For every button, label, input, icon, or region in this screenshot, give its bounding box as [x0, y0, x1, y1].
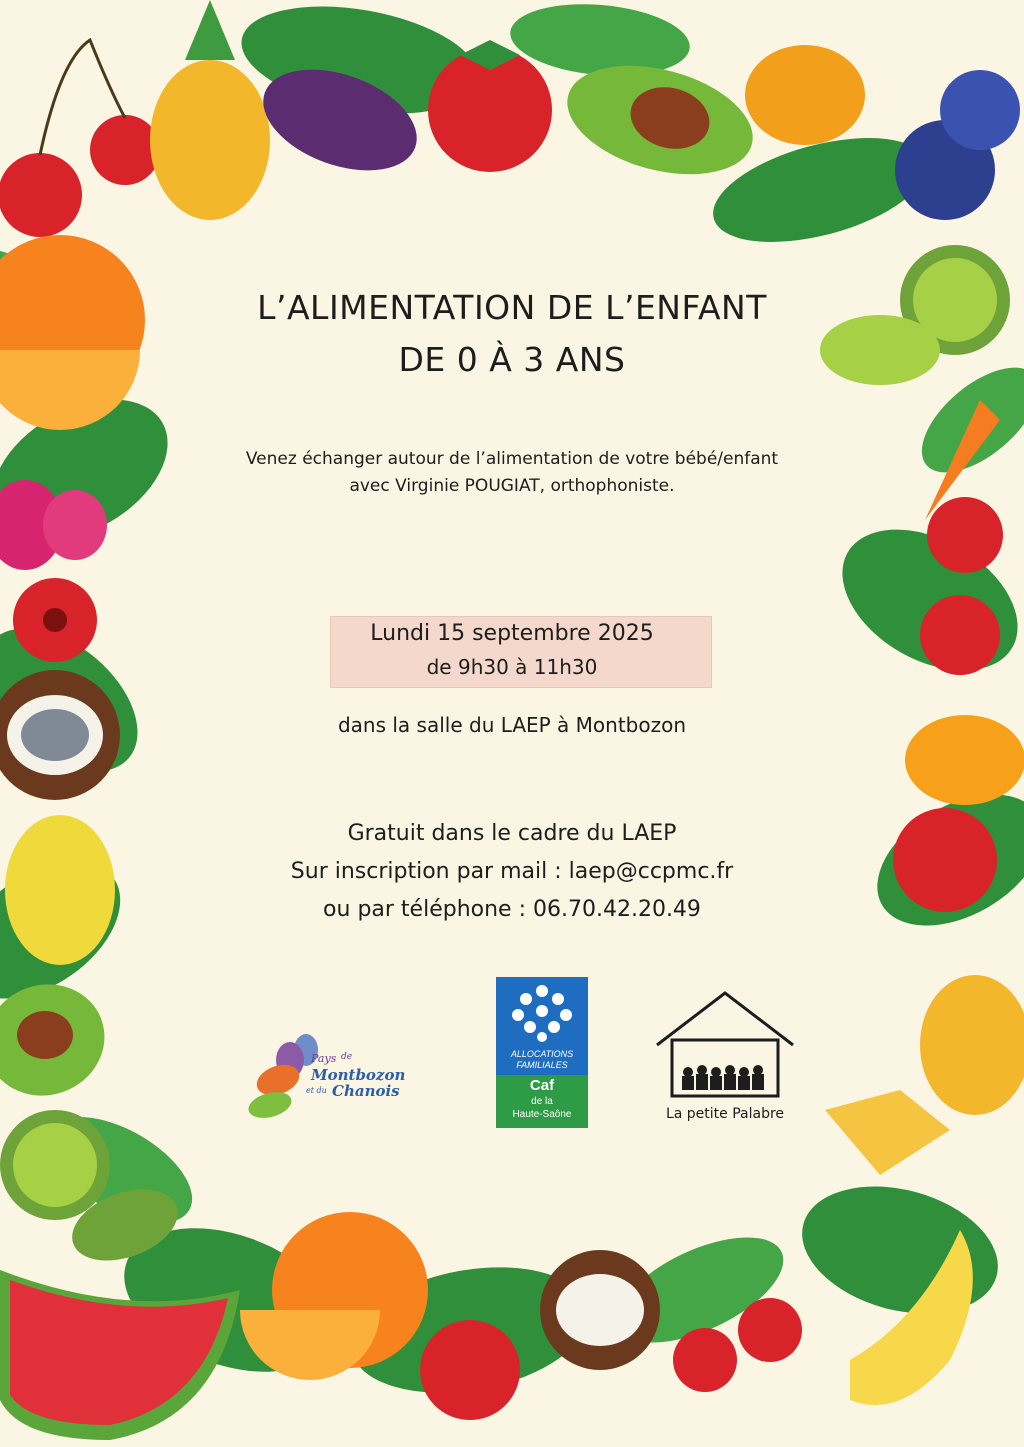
info-line-2: Sur inscription par mail : laep@ccpmc.fr	[290, 859, 734, 884]
caf-green-panel	[496, 1075, 588, 1128]
caf-line-4: de la	[531, 1096, 553, 1107]
title-line-2: DE 0 À 3 ANS	[398, 340, 626, 379]
caf-people-icon	[496, 981, 588, 1046]
pays-label: Pays	[311, 1052, 337, 1065]
event-date: Lundi 15 septembre 2025	[370, 621, 654, 646]
intro-text	[0, 446, 1024, 500]
intro-line-2: avec Virginie POUGIAT, orthophoniste.	[349, 476, 675, 496]
caf-line-1: ALLOCATIONS	[510, 1049, 574, 1059]
event-venue: dans la salle du LAEP à Montbozon	[337, 713, 687, 737]
pays-de-label: de	[341, 1052, 353, 1062]
caf-line-2: FAMILIALES	[516, 1060, 568, 1070]
montbozon-label: Montbozon	[311, 1066, 406, 1084]
registration-info	[0, 815, 1024, 929]
event-title	[0, 282, 1024, 386]
title-line-1: L’ALIMENTATION DE L’ENFANT	[257, 288, 767, 327]
caf-line-3: Caf	[529, 1077, 555, 1094]
leaf-icon	[248, 1030, 318, 1125]
pays-montbozon-logo	[248, 1030, 423, 1125]
caf-line-5: Haute-Saône	[512, 1109, 572, 1120]
etdu-label: et du	[306, 1086, 327, 1095]
info-line-1: Gratuit dans le cadre du LAEP	[347, 821, 677, 846]
event-time: de 9h30 à 11h30	[426, 655, 598, 679]
palabre-logo-label: La petite Palabre	[665, 1106, 785, 1122]
house-icon	[654, 990, 796, 1098]
info-line-3: ou par téléphone : 06.70.42.20.49	[323, 897, 701, 922]
intro-line-1: Venez échanger autour de l’alimentation de votre bébé/enfant	[245, 449, 779, 469]
caf-logo	[496, 977, 588, 1128]
chanois-label: Chanois	[332, 1082, 400, 1100]
